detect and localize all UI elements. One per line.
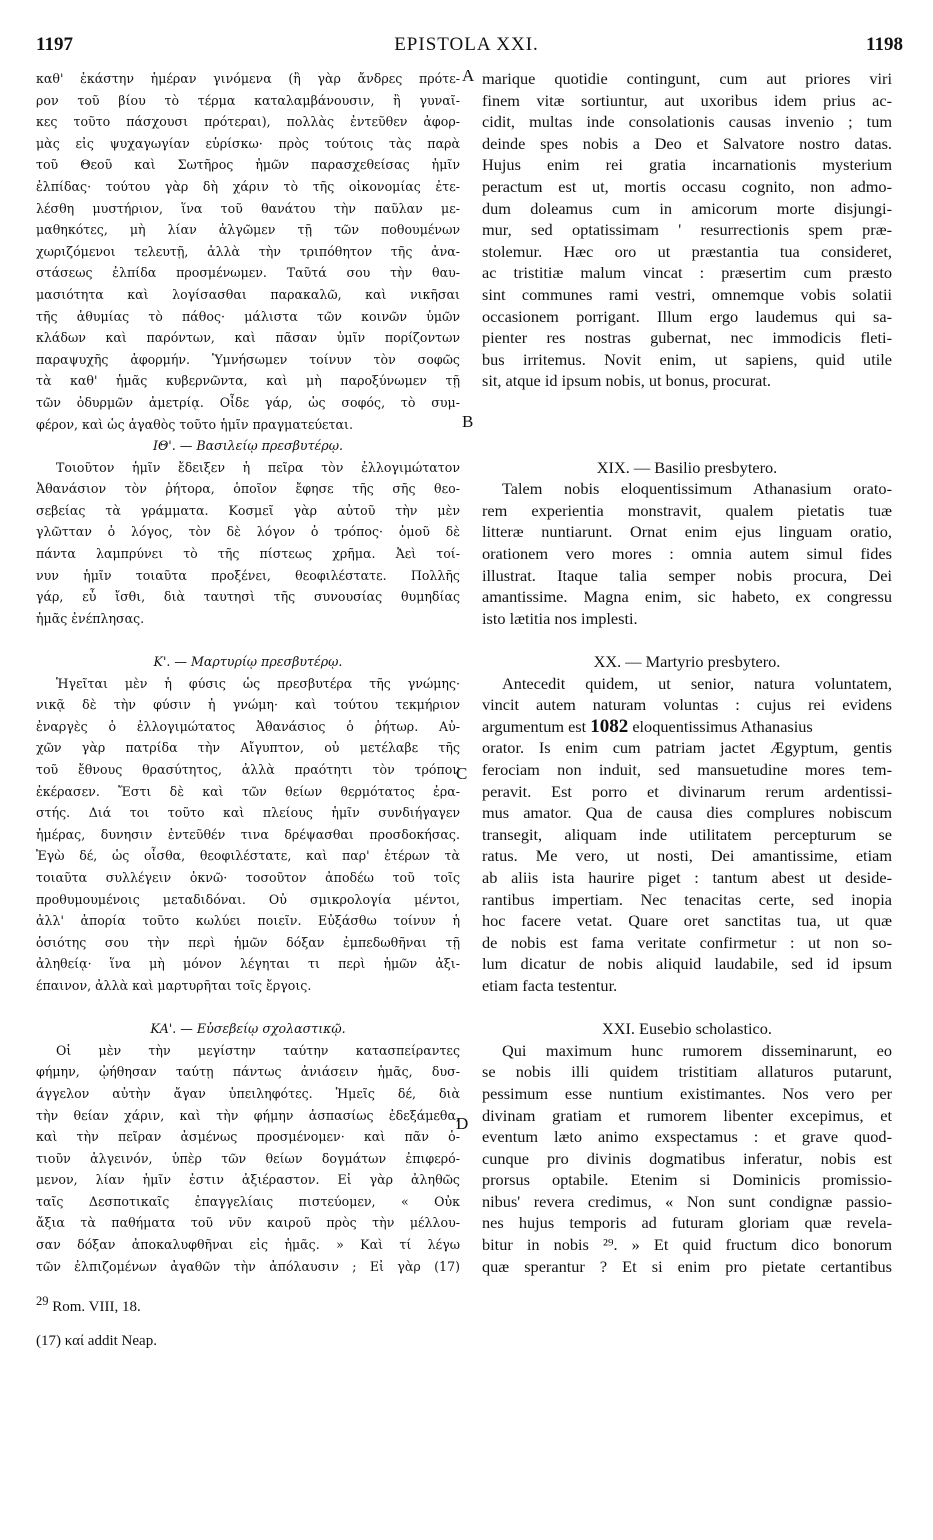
latin-column xyxy=(482,68,892,1277)
text-line: etiam facta testentur. xyxy=(482,975,618,995)
footnote-variant: (17) καί addit Neap. xyxy=(36,1332,157,1349)
text-line: bus irritemus. Novit enim, ut sapiens, quid utile xyxy=(482,349,892,369)
text-line: vincit autem naturam voluntas : cujus rei evidens xyxy=(482,695,892,715)
latin-heading-19: XIX. — Basilio presbytero. xyxy=(596,457,778,477)
text-line-with-column-number xyxy=(482,716,892,738)
greek-heading-19: ΙΘ'. — Βασιλείῳ πρεσβυτέρῳ. xyxy=(153,438,343,454)
footnote-text: Rom. VIII, 18. xyxy=(52,1299,141,1313)
latin-heading-20: XX. — Martyrio presbytero. xyxy=(593,652,781,672)
text-line: μὰς εἰς ψυχαγωγίαν εὑρίσκω· πρὸς τούτοις τὰς παρὰ xyxy=(36,135,460,151)
text-line: φέρον, καὶ ὡς ἀγαθὸς τοῦτο ἡμῖν πραγματεύεται. xyxy=(36,416,353,432)
text-line: κλάδων καὶ παρόντων, καὶ πᾶσαν ὑμῖν πορίζοντων xyxy=(36,330,460,346)
greek-column xyxy=(36,68,460,1352)
text-line: rantibus impertiam. Nec tenacitas certe, sed inopia xyxy=(482,889,892,909)
latin-heading-21: XXI. Eusebio scholastico. xyxy=(601,1019,772,1039)
text-line: Ἀθανάσιον τὸν ῥήτορα, ὁποῖον ἔφησε τῆς σῆς θεο- xyxy=(36,481,460,497)
text-line: τῶν ὀδυρμῶν ἀμετρίᾳ. Οἶδε γάρ, ὡς σοφός, τὸ συμ- xyxy=(36,394,460,410)
text-line: quæ sperantur ? Et si enim pro pietate certantibus xyxy=(482,1256,892,1276)
text-line: ἐναργὲς ὁ ἐλλογιμώτατος Ἀθανάσιος ὁ ῥήτωρ. Αὐ- xyxy=(36,718,460,734)
text-line: amantissime. Magna enim, sic habeto, ex congressu xyxy=(482,587,892,607)
text-line: στής. Διά τοι τοῦτο καὶ πλείους ἡμῖν συνδιήγαγεν xyxy=(36,805,460,821)
text-line: τὰ καθ' ἡμᾶς κυβερνῶντα, καὶ μὴ παροξύνωμεν τῇ xyxy=(36,373,460,389)
text-line: orationem vero mores : omnia autem simul fides xyxy=(482,544,892,564)
spacer xyxy=(36,997,460,1019)
text-line: ἐλπίδας· τούτου γὰρ δὴ χάριν τὸ τῆς οἰκονομίας ἐτε- xyxy=(36,178,460,194)
spacer xyxy=(482,392,892,414)
text-line: rem experientia monstravit, qualem pietatis tuæ xyxy=(482,500,892,520)
margin-marker-c: C xyxy=(456,764,468,783)
text-line: χῶν γὰρ πατρίδα τὴν Αἴγυπτον, οὐ μετέλαβε τῆς xyxy=(36,740,460,756)
text-fragment: argumentum est xyxy=(482,716,587,736)
latin-letter-20 xyxy=(482,673,892,997)
text-line: marique quotidie contingunt, cum aut priores viri xyxy=(482,69,892,88)
text-line: Ἡγεῖται μὲν ἡ φύσις ὡς πρεσβυτέρα τῆς γνώμης· xyxy=(56,675,460,691)
text-line: ἐκέρασεν. Ἔστι δὲ καὶ τῶν θείων θερμότατος ἐρα- xyxy=(36,783,460,799)
text-line: στάσεως ἐλπίδα προσμένωμεν. Ταῦτά σου τὴν θαυ- xyxy=(36,265,460,281)
text-line: λέσθη μυστήριον, ἵνα τοῦ θανάτου τὴν παῦλαν με- xyxy=(36,200,460,216)
greek-letter-21 xyxy=(36,1040,460,1278)
text-line: έπαινον, ἀλλὰ καὶ μαρτυρῆται τοῖς ἔργοις. xyxy=(36,977,312,993)
spacer xyxy=(482,997,892,1019)
spacer xyxy=(36,629,460,651)
text-line: ρον τοῦ βίου τὸ τέρμα καταλαμβάνουσιν, ἢ γυναῖ- xyxy=(36,92,460,108)
text-line: bitur in nobis ²⁹. » Et quid fructum dico bonorum xyxy=(482,1235,892,1255)
text-line: peractum est ut, mortis occasu cognito, non admo- xyxy=(482,176,892,196)
text-line: ἀλλ' ἀπορία τοῦτο κωλύει ποιεῖν. Εὐξάσθω τοίνυν ἡ xyxy=(36,913,460,929)
spacer xyxy=(482,629,892,651)
text-line: Τοιοῦτον ἡμῖν ἔδειξεν ἡ πεῖρα τὸν ἐλλογιμώτατον xyxy=(56,459,460,475)
text-line: litteræ nuntiarunt. Ornat enim ejus linguam oratio, xyxy=(482,522,892,542)
text-line: finem vitæ sortiuntur, aut uxoribus idem prius ac- xyxy=(482,90,892,110)
text-line: ferociam non induit, sed mansuetudine mores tem- xyxy=(482,760,892,779)
latin-letter-21 xyxy=(482,1040,892,1278)
text-line: ac tristitiæ malum vincat : præsertim cum præsto xyxy=(482,263,892,283)
text-line: sint communes rami vestri, omnemque vobis solatii xyxy=(482,284,892,304)
text-line: ἡμᾶς ἐνέπλησας. xyxy=(36,610,145,626)
text-line: Talem nobis eloquentissimum Athanasium orato- xyxy=(502,479,892,499)
text-line: νικᾷ δὲ τὴν φύσιν ἡ γνώμη· καὶ τούτου τεκμήριον xyxy=(36,697,460,713)
text-line: Ἐγὼ δέ, ὡς οἶσθα, θεοφιλέστατε, καὶ παρ' ἑτέρων τὰ xyxy=(36,848,460,864)
text-line: ταῖς Δεσποτικαῖς ἐπαγγελίαις πιστεύομεν, « Οὐκ xyxy=(36,1193,460,1209)
text-line: Οἱ μὲν τὴν μεγίστην ταύτην κατασπείραντες xyxy=(56,1042,460,1058)
text-line: τῶν ἐλπιζομένων ἀγαθῶν τὴν ἀπόλαυσιν ; Εἰ γὰρ (17) xyxy=(36,1258,460,1274)
text-line: cunque pro divinis dogmatibus inferatur, nobis est xyxy=(482,1148,892,1168)
text-line: prorsus optabile. Etenim si Dominicis promissio- xyxy=(482,1170,892,1190)
text-line: σαν δόξαν ἀποκαλυφθῆναι εἰς ἡμᾶς. » Καὶ τί λέγω xyxy=(36,1237,460,1253)
spacer xyxy=(36,1313,460,1331)
margin-marker-a: A xyxy=(462,66,475,85)
text-line: Antecedit quidem, ut senior, natura voluntatem, xyxy=(502,673,892,693)
text-line: peravit. Est porro et divinarum rerum ardentissi- xyxy=(482,781,892,801)
text-line: stolemur. Hæc oro ut præstantia tua consideret, xyxy=(482,241,892,261)
text-line: παραψυχῆς ἀφορμήν. Ὑμνήσωμεν τοίνυν τὸν σοφῶς xyxy=(36,351,460,367)
page-number-right: 1198 xyxy=(866,34,903,55)
greek-letter-18-tail xyxy=(36,68,460,435)
text-line: γλῶτταν ὁ λόγος, τὸν δὲ λόγον ὁ τρόπος· ὁμοῦ δὲ xyxy=(36,524,460,540)
text-line: μασιότητα καὶ λογίσασθαι παρακαλῶ, καὶ νικῆσαι xyxy=(36,286,460,302)
text-line: τοῦ ἔθνους θρασύτητος, ἀλλὰ πραότητι τὸν τρόπον xyxy=(36,762,460,777)
text-line: eventum læto animo exspectamus : et grave quod- xyxy=(482,1127,892,1147)
text-line: τῆς ἀθυμίας τὸ πάθος· μάλιστα τῶν κοινῶν ὑμῶν xyxy=(36,308,460,324)
footnote-number: 29 xyxy=(36,1294,49,1309)
latin-letter-19 xyxy=(482,478,892,629)
text-line: κες τοῦτο πάσχουσι πρότεραι), πολλὰς ἐντεῦθεν ἀφορ- xyxy=(36,114,460,130)
text-line: ἡμέρας, δυνησιν ἐντεῦθέν τινα δρέψασθαι προσδοκήσας. xyxy=(36,826,460,842)
spacer xyxy=(482,414,892,436)
text-line: lum dicatur de nobis aliquid laudabile, sed id ipsum xyxy=(482,954,892,974)
footnote-scripture xyxy=(36,1291,460,1313)
text-line: μαθηκότες, μὴ λίαν ἀλγῶμεν τῇ τῶν ποθουμένων xyxy=(36,222,460,238)
margin-marker-b: B xyxy=(462,412,474,431)
greek-heading-21: ΚΑ'. — Εὐσεβείῳ σχολαστικῷ. xyxy=(150,1021,346,1037)
text-line: se nobis illi quidem tristitiam allaturos putarunt, xyxy=(482,1062,892,1082)
text-line: καὶ τὴν πεῖραν ἀσμένως προσμένομεν· καὶ πᾶν ὁ- xyxy=(36,1129,460,1145)
text-line: Hujus enim rei gratia incarnationis mysterium xyxy=(482,155,892,175)
text-line: orator. Is enim cum patriam jactet Ægyptum, gentis xyxy=(482,738,892,758)
text-line: mur, sed optatissimam ' resurrectionis spem præ- xyxy=(482,220,892,240)
spacer xyxy=(482,435,892,457)
text-line: τὴν θείαν χάριν, καὶ τὴν φήμην ἀσπασίως ἐδεξάμεθα, xyxy=(36,1107,460,1123)
text-line: pienter res nostras gubernat, nec immodicis fleti- xyxy=(482,328,892,348)
text-line: άγγελον αὐτὴν ἄγαν ὑπειληφότες. Ἡμεῖς δέ, διὰ xyxy=(36,1085,460,1101)
text-fragment: eloquentissimus Athanasius xyxy=(632,716,813,736)
text-line: τοιαῦτα συλλέγειν ὀκνῶ· τοσοῦτον ἀποδέω τοῦ τοῖς xyxy=(36,869,460,885)
text-line: sit, atque id ipsum nobis, ut bonus, procurat. xyxy=(482,371,771,391)
text-line: deinde spes nobis a Deo et Salvatore nostro datas. xyxy=(482,133,892,153)
page-number-left: 1197 xyxy=(36,34,73,55)
text-line: illustrat. Itaque talia semper nobis procura, Dei xyxy=(482,565,892,585)
text-line: καθ' ἑκάστην ἡμέραν γινόμενα (ἢ γὰρ ἄνδρες πρότε- xyxy=(36,71,460,86)
text-line: γάρ, εὖ ἴσθι, διὰ ταυτησὶ τῆς συνουσίας θυμηδίας xyxy=(36,589,460,605)
latin-letter-18-tail xyxy=(482,68,892,392)
text-line: mus amator. Qua de causa dies complures nobiscum xyxy=(482,803,892,823)
text-line: ratus. Me vero, ut nosti, Dei amantissime, etiam xyxy=(482,846,892,866)
text-line: de nobis est fama veritate confirmetur : ut non so- xyxy=(482,932,892,952)
text-line: μενον, λίαν ἡμῖν ἐστιν ἀξιέραστον. Εἰ γὰρ ἀληθῶς xyxy=(36,1172,460,1188)
text-line: pessimum esse nuntium existimantes. Nos vero per xyxy=(482,1083,892,1103)
text-line: nes hujus temporis ad futuram gloriam quæ revela- xyxy=(482,1213,892,1233)
text-line: isto lætitia nos implesti. xyxy=(482,608,638,628)
text-line: cidit, multas inde consolationis causas invenio ; tum xyxy=(482,112,892,132)
text-line: occasionem porrigant. Illum ergo laudemus qui sa- xyxy=(482,306,892,326)
text-line: ab aliis ista haurire piget : tantum abest ut deside- xyxy=(482,867,892,887)
text-line: hoc facere vetat. Quare oret sanctitas tua, ut quæ xyxy=(482,911,892,931)
text-line: τοῦ Θεοῦ καὶ Σωτῆρος ἡμῶν παρασχεθείσας ἡμῖν xyxy=(36,157,460,173)
margin-marker-d: D xyxy=(456,1114,469,1133)
text-line: σεβείας τὰ γράμματα. Κοσμεῖ γὰρ αὐτοῦ τὴν μὲν xyxy=(36,502,460,518)
text-line: πάντα λαμπρύνει τὸ τῆς πίστεως χρῆμα. Ἀεὶ τοί- xyxy=(36,546,460,562)
spacer xyxy=(36,1277,460,1291)
greek-letter-20 xyxy=(36,673,460,997)
greek-letter-19 xyxy=(36,457,460,630)
text-line: φήμην, ᾠήθησαν ταύτῃ πάντως ἀνιάσειν ἡμᾶς, δυσ- xyxy=(36,1064,460,1080)
text-line: nibus' revera credimus, « Non sunt condignæ passio- xyxy=(482,1191,892,1211)
text-line: χωριζόμενοι τελευτῇ, ἀλλὰ τὴν τριπόθητον τῆς ἀνα- xyxy=(36,243,460,259)
text-line: ὁσιότης σου τὴν περὶ ἡμῶν δόξαν ἐμπεδωθῆναι τῇ xyxy=(36,934,460,950)
greek-heading-20: Κ'. — Μαρτυρίῳ πρεσβυτέρῳ. xyxy=(153,654,343,670)
text-line: νυν ἡμῖν τοιαῦτα προξένει, θεοφιλέστατε. Πολλῆς xyxy=(36,567,460,583)
text-line: τιοῦν ἀλγεινόν, ὑπὲρ τῶν θείων δογμάτων ἐπιφερό- xyxy=(36,1150,460,1166)
text-line: Qui maximum hunc rumorem disseminarunt, eo xyxy=(502,1040,892,1060)
text-line: divinam gratiam et rumorem libenter excepimus, et xyxy=(482,1105,892,1125)
running-title: EPISTOLA XXI. xyxy=(394,34,539,55)
text-line: ἀληθείᾳ· ἵνα μὴ μόνον λέγηται τι περὶ ἡμῶν ἀξι- xyxy=(36,956,460,972)
text-line: dum doleamus cum in amicorum morte disjungi- xyxy=(482,198,892,218)
text-line: προθυμουμένοις μεταδιδόναι. Οὐ σμικρολογία μέντοι, xyxy=(36,891,460,907)
text-line: ἄξια τὰ παθήματα τοῦ νῦν καιροῦ πρὸς τὴν μέλλου- xyxy=(36,1215,460,1231)
text-line: transegit, aliquam inde utilitatem percepturum se xyxy=(482,824,892,844)
column-number: 1082 xyxy=(590,715,629,737)
